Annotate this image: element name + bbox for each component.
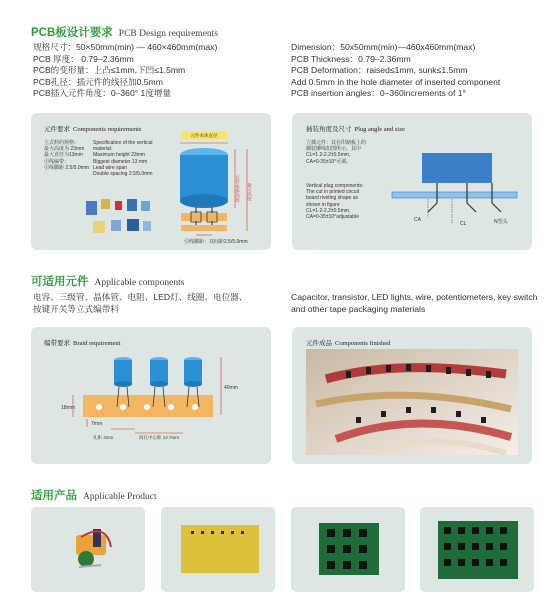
spec-line: Dimension：50x50mm(min)—460x460mm(max) [291, 42, 476, 52]
component-photo [141, 201, 150, 211]
product-thumb-3 [291, 507, 405, 592]
finished-title-cn: 元件成品 [306, 340, 332, 347]
products-title-cn: 适用产品 [31, 490, 77, 502]
tape-hole [168, 404, 174, 410]
tape-hole [144, 404, 150, 410]
braid-requirement-panel [31, 327, 271, 464]
components-title-cn: 可适用元件 [31, 276, 89, 288]
component-body [422, 153, 492, 183]
finished-title-en: Components finished [335, 340, 391, 347]
plug-angle-panel [292, 113, 532, 250]
capacitor-bottom [180, 194, 228, 208]
spec-line: PCB孔径：插元件的线径加0.5mm [33, 76, 163, 87]
components-section-title [31, 273, 184, 289]
component-photo [127, 199, 137, 211]
product-image-panel-boards [420, 507, 534, 592]
finished-panel-title [306, 338, 390, 347]
pcb-strip [181, 213, 227, 221]
components-requirements-panel [31, 113, 271, 250]
pcb-section-title [31, 24, 218, 40]
components-line: Capacitor, transistor, LED lights, wire, potentiometers, key switch [291, 292, 538, 302]
spec-line: PCB Deformation：raised≤1mm, sunk≤1.5mm [291, 65, 468, 76]
component-photo [93, 221, 105, 233]
components-finished-panel [292, 327, 532, 464]
bent-lead [467, 203, 476, 212]
bent-lead [492, 203, 501, 212]
products-section-title [31, 487, 157, 503]
lead-spacing-label: 引线脚距：双间距2.5/5.0mm [184, 239, 248, 245]
plug-title-cn: 插装角度及尺寸 [306, 126, 352, 133]
pcb-board [392, 192, 517, 198]
component-photo [115, 201, 122, 210]
cap-top-label: 元件本体直径 [190, 133, 218, 138]
plug-title-en: Plug angle and size [354, 126, 405, 133]
pcb-specs-cn [33, 42, 217, 100]
pcb-strip [181, 225, 227, 231]
label-n-head: N型头 [494, 219, 508, 225]
spec-line: PCB 厚度： 0.79–2.36mm [33, 53, 134, 64]
component-photo [143, 221, 151, 231]
component-photo [86, 201, 97, 215]
components-title-en: Applicable components [94, 278, 185, 288]
req-row: Maximum height 23mm [93, 152, 145, 159]
spec-line: PCB insertion angles：0–360increments of 1° [291, 88, 466, 99]
spec-line: Add 0.5mm in the hole diameter of inserted component [291, 76, 501, 87]
plug-row: Vertical plug components: [306, 183, 364, 189]
req-row: Double spacing 2.5/5.0mm [93, 171, 153, 178]
label-cl: CL [460, 221, 467, 227]
side-label-max: 最大高度 [247, 183, 253, 201]
product-thumb-2 [161, 507, 275, 592]
req-row: 立式料的规格： [44, 140, 80, 146]
dim-18mm: 18mm [61, 405, 75, 411]
component-diagram [31, 113, 271, 250]
spec-line: 规格尺寸：50×50mm(min) — 460×460mm(max) [33, 42, 218, 52]
pcb-specs-en [291, 42, 546, 100]
dim-7mm: 7mm [91, 421, 103, 427]
req-row: 最大高度为 23mm [44, 146, 85, 153]
plug-row: shown in figure [306, 201, 340, 208]
product-image-yellow-board [161, 507, 275, 592]
product-thumb-1 [31, 507, 145, 592]
req-row: 最大直径为13mm [44, 152, 83, 159]
dim-hole: 孔距 4mm [93, 435, 114, 440]
plug-row: CL=1.2-2.2±0.5mm， [306, 207, 354, 214]
plug-row: board riveting shape as [306, 195, 358, 202]
req-row: Lead wire span [93, 164, 127, 171]
req-row: 引线编带： [44, 158, 70, 165]
pcb-title-en: PCB Design requirements [118, 29, 218, 39]
req-row: Specification of the vertical material： [93, 140, 153, 153]
plug-row: CA=0-35±10°可调。 [306, 158, 352, 165]
dim-pitch: 间孔中心距 12.7mm [139, 435, 180, 440]
component-photo [111, 220, 121, 231]
spec-line: PCB的变形量：上凸≤1mm,下凹≤1.5mm [33, 65, 186, 76]
components-list-en [291, 292, 549, 315]
dim-40mm: 40mm [224, 385, 238, 391]
side-label-height: 元件本体高度 [235, 175, 241, 202]
component-photo [101, 199, 110, 209]
bent-lead [428, 203, 437, 212]
braid-diagram [31, 327, 271, 464]
finished-components-photo [306, 349, 518, 455]
pcb-title-cn: PCB板设计要求 [31, 27, 113, 39]
components-line: 电容、三级管、晶体管、电阻、LED灯、线圈、电位器、 [33, 292, 248, 302]
product-image-coil [31, 507, 145, 592]
spec-line: PCB Thickness：0.79–2.36mm [291, 53, 411, 64]
req-title-cn: 元件要求 [44, 126, 70, 133]
tape-hole [192, 404, 198, 410]
braid-title-cn: 编带要求 [44, 340, 70, 347]
product-thumb-4 [420, 507, 534, 592]
req-title-en: Components requirements [73, 126, 142, 133]
spec-line: PCB插入元件角度：0–360° 1度增量 [33, 88, 172, 99]
component-photo [127, 219, 139, 231]
plug-row: 立插元件：其在印制板上的 [306, 140, 367, 146]
components-line: 按键开关等立式编带料 [33, 303, 119, 314]
components-line: and other tape packaging materials [291, 303, 426, 314]
label-ca: CA [414, 217, 421, 223]
product-image-green-board [291, 507, 405, 592]
components-list-cn [33, 292, 247, 315]
tape-hole [96, 404, 102, 410]
tape-hole [120, 404, 126, 410]
plug-angle-diagram [292, 113, 532, 250]
products-title-en: Applicable Product [83, 492, 157, 502]
plug-row: CL=1.2-2.2±0.5mm， [306, 152, 354, 159]
plug-row: The cut in printed circuit [306, 189, 360, 196]
plug-row: 插装铆线如图所示，其中 [306, 146, 362, 153]
braid-title-en: Braid requirement [73, 340, 121, 347]
req-row: Biggest diameter 13 mm [93, 158, 148, 165]
req-row: 引线脚距 2.5/5.0mm [44, 164, 90, 171]
plug-row: CA=0-35±10°adjustable [306, 214, 359, 221]
